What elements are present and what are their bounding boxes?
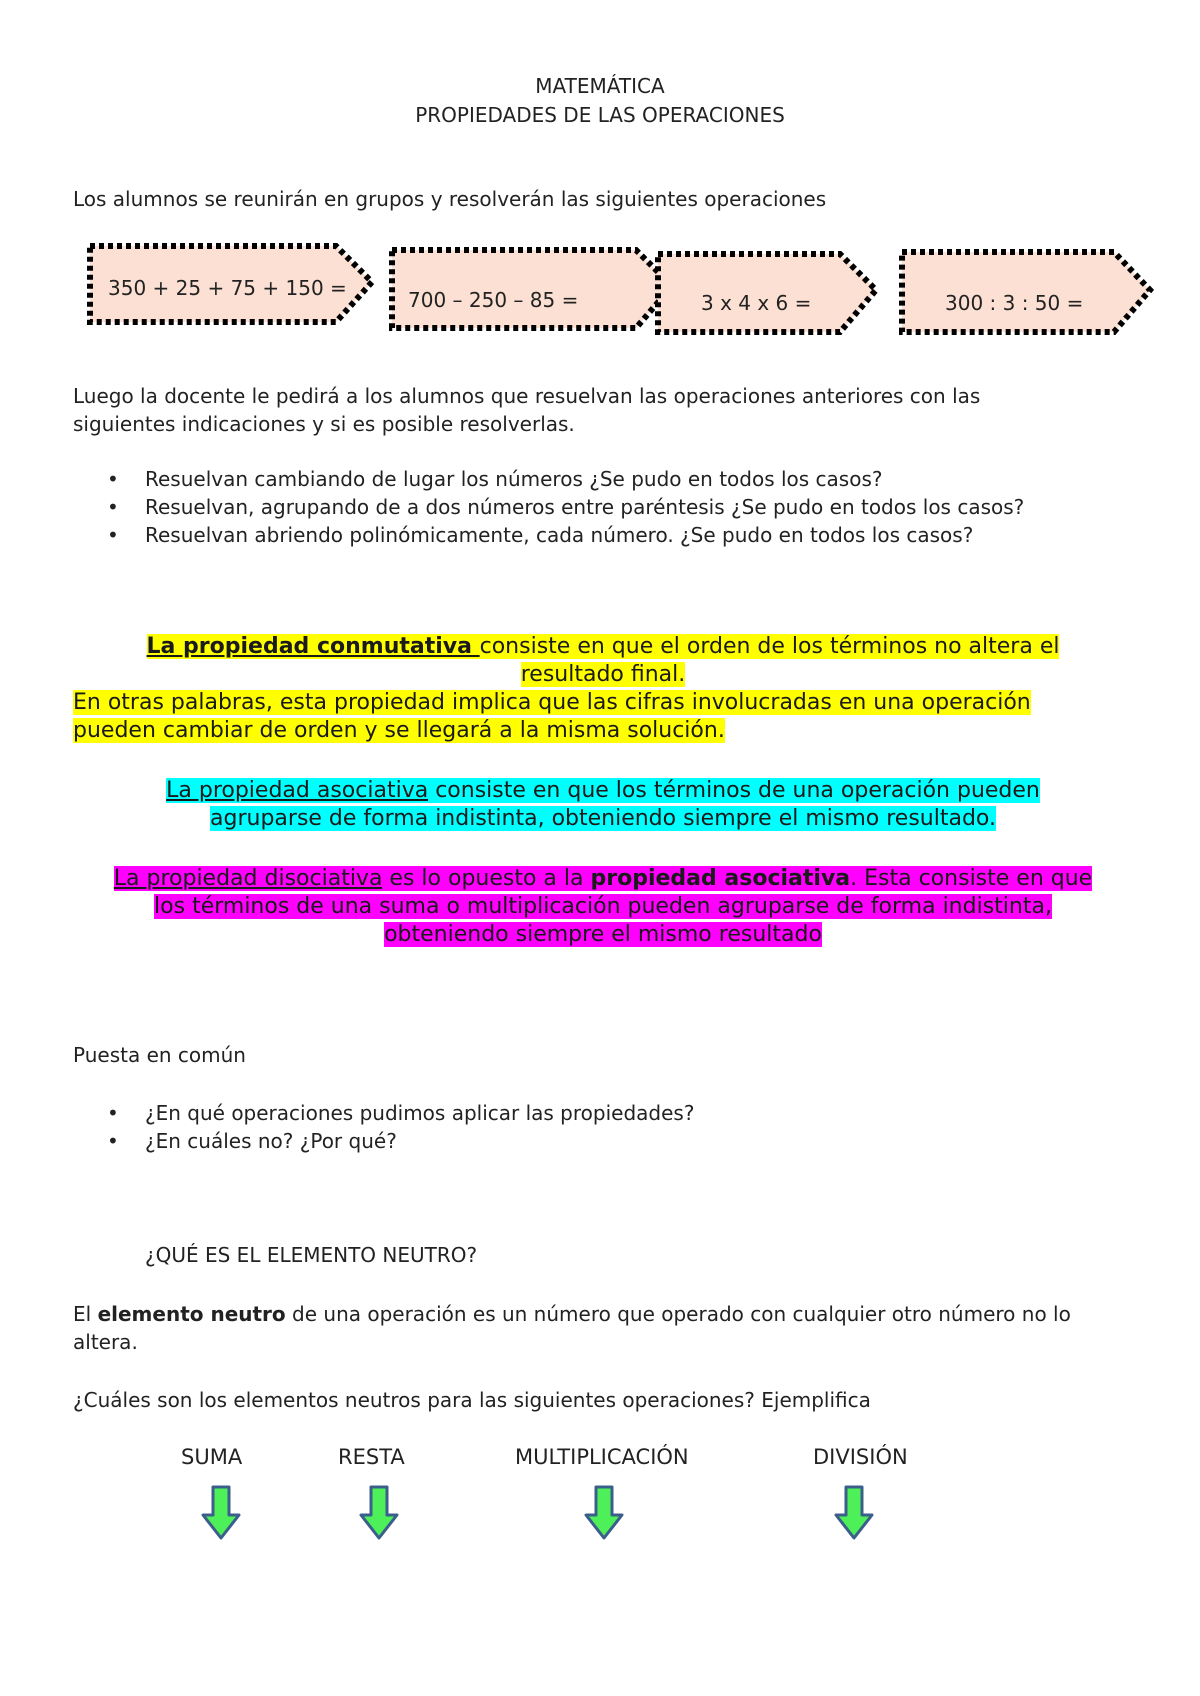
asociativa-def: consiste en que los términos de una operación pueden — [428, 778, 1040, 803]
neutro-def-bold: elemento neutro — [97, 1302, 286, 1326]
disociativa-ref: propiedad asociativa — [590, 866, 851, 891]
instructions-line-2: siguientes indicaciones y si es posible resolverlas. — [73, 412, 575, 436]
disociativa-term: La propiedad disociativa — [113, 866, 383, 891]
instructions-line-1: Luego la docente le pedirá a los alumnos que resuelvan las operaciones anteriores con las — [73, 384, 981, 408]
document-title — [0, 72, 1200, 130]
asociativa-def-line-2: agruparse de forma indistinta, obteniendo siempre el mismo resultado. — [210, 806, 996, 831]
list-item: • ¿En cuáles no? ¿Por qué? — [73, 1127, 694, 1155]
operation-2: 700 – 250 – 85 = — [408, 288, 579, 312]
conmutativa-extra-line-1: En otras palabras, esta propiedad implica que las cifras involucradas en una operación — [73, 690, 1031, 715]
neutro-operations-row — [0, 1445, 1200, 1565]
puesta-question-list — [73, 1099, 694, 1155]
down-arrow-icon — [583, 1485, 625, 1541]
neutro-def-rest: de una operación es un número que operado con cualquier otro número no lo — [285, 1302, 1071, 1326]
operation-1: 350 + 25 + 75 + 150 = — [108, 276, 347, 300]
topic-title: PROPIEDADES DE LAS OPERACIONES — [415, 103, 785, 127]
intro-text: Los alumnos se reunirán en grupos y resolverán las siguientes operaciones — [73, 187, 827, 211]
neutro-question: ¿Cuáles son los elementos neutros para las siguientes operaciones? Ejemplifica — [73, 1388, 871, 1412]
asociativa-definition — [73, 777, 1133, 833]
task-list — [73, 465, 1024, 549]
neutro-def-prefix: El — [73, 1302, 98, 1326]
disociativa-definition — [73, 865, 1133, 949]
conmutativa-term: La propiedad conmutativa — [146, 634, 480, 659]
down-arrow-icon — [200, 1485, 242, 1541]
conmutativa-def-line-2: resultado final. — [520, 662, 686, 687]
conmutativa-definition — [73, 633, 1133, 745]
op-name-division: DIVISIÓN — [813, 1445, 908, 1469]
list-item: • Resuelvan, agrupando de a dos números entre paréntesis ¿Se pudo en todos los casos? — [73, 493, 1024, 521]
neutro-def-line-2: altera. — [73, 1330, 138, 1354]
list-item: • Resuelvan cambiando de lugar los números ¿Se pudo en todos los casos? — [73, 465, 1024, 493]
puesta-title: Puesta en común — [73, 1043, 246, 1067]
op-name-suma: SUMA — [181, 1445, 243, 1469]
op-name-multiplicacion: MULTIPLICACIÓN — [515, 1445, 689, 1469]
instructions-text — [73, 382, 1133, 438]
disociativa-line-2: los términos de una suma o multiplicación pueden agruparse de forma indistinta, — [154, 894, 1052, 919]
down-arrow-icon — [833, 1485, 875, 1541]
operation-4: 300 : 3 : 50 = — [945, 291, 1084, 315]
down-arrow-icon — [358, 1485, 400, 1541]
neutro-definition — [73, 1300, 1133, 1356]
subject-title: MATEMÁTICA — [535, 74, 665, 98]
operation-3: 3 x 4 x 6 = — [701, 291, 812, 315]
conmutativa-def: consiste en que el orden de los términos no altera el — [479, 634, 1060, 659]
conmutativa-extra-line-2: pueden cambiar de orden y se llegará a la misma solución. — [73, 718, 725, 743]
list-item: • Resuelvan abriendo polinómicamente, cada número. ¿Se pudo en todos los casos? — [73, 521, 1024, 549]
disociativa-mid: es lo opuesto a la — [382, 866, 591, 891]
disociativa-line-3: obteniendo siempre el mismo resultado — [384, 922, 822, 947]
disociativa-rest: . Esta consiste en que — [850, 866, 1093, 891]
asociativa-term: La propiedad asociativa — [166, 778, 429, 803]
neutro-heading: ¿QUÉ ES EL ELEMENTO NEUTRO? — [145, 1243, 478, 1267]
op-name-resta: RESTA — [338, 1445, 405, 1469]
list-item: • ¿En qué operaciones pudimos aplicar las propiedades? — [73, 1099, 694, 1127]
